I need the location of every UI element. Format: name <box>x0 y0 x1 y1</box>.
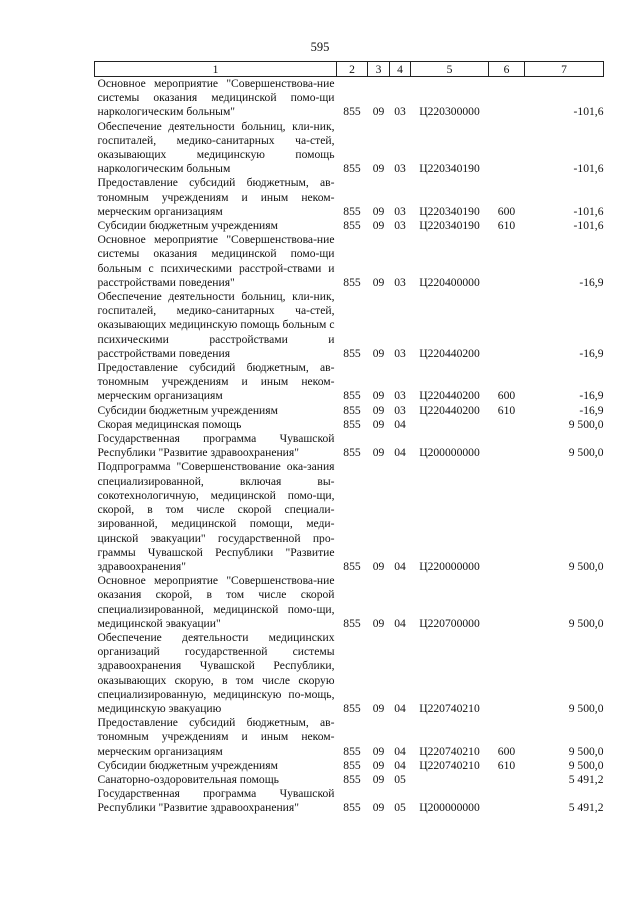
expense-type-code: 610 <box>497 758 516 772</box>
subsection-code: 03 <box>394 219 406 233</box>
header-col-3: 3 <box>368 62 390 77</box>
row-name: Подпрограмма "Совершенствование ока-зания специализированной, включая вы-сокотехнологичную, медицинской помо-щи, скорой, в том числе скорой специали-зированной, медицинской помощи, меди-цинской эвакуации" государственной про-граммы Чувашской Республики "Развитие здравоохранения" <box>97 460 335 573</box>
section-code: 09 <box>372 772 385 786</box>
table-row <box>95 759 604 773</box>
subsection-code: 03 <box>394 346 406 360</box>
row-name: Государственная программа Чувашской Республики "Развитие здравоохранения" <box>97 432 335 460</box>
ministry-code: 855 <box>343 219 361 233</box>
amount: 5 491,2 <box>568 801 604 815</box>
expense-type-code: 610 <box>497 219 516 233</box>
amount: 9 500,0 <box>568 417 604 431</box>
ministry-code: 855 <box>343 162 361 176</box>
ministry-code: 855 <box>343 701 361 715</box>
table-row <box>95 418 604 432</box>
section-code: 09 <box>372 801 385 815</box>
ministry-code: 855 <box>343 758 361 772</box>
section-code: 09 <box>372 559 385 573</box>
ministry-code: 855 <box>343 105 361 119</box>
row-name: Скорая медицинская помощь <box>97 417 242 431</box>
target-article-code: Ц220740210 <box>419 758 480 772</box>
section-code: 09 <box>372 204 385 218</box>
row-name: Основное мероприятие "Совершенствова-ние системы оказания медицинской помо-щи наркологическим больным" <box>97 77 335 119</box>
target-article-code: Ц220400000 <box>419 275 480 289</box>
subsection-code: 03 <box>394 389 406 403</box>
expense-type-code <box>489 77 525 120</box>
row-name: Обеспечение деятельности больниц, кли-ник, госпиталей, медико-санитарных ча-стей, оказывающих медицинскую помощь больным с психическими расстройствами и расстройствами поведения <box>97 290 335 360</box>
section-code: 09 <box>372 446 385 460</box>
row-name: Основное мероприятие "Совершенствова-ние оказания скорой, в том числе скорой специализированной, медицинской помо-щи, медицинской эвакуации" <box>97 574 335 630</box>
table-row <box>95 176 604 219</box>
table-row <box>95 787 604 815</box>
ministry-code: 855 <box>343 275 361 289</box>
table-row <box>95 120 604 177</box>
row-name: Обеспечение деятельности медицинских организаций государственной системы здравоохранения Чувашской Республики, оказывающих скорую, в том числе скорую специализированную, медицинскую по-мощь, медицинскую эвакуацию <box>97 630 335 715</box>
ministry-code: 855 <box>343 446 361 460</box>
amount: 9 500,0 <box>568 616 604 630</box>
subsection-code: 04 <box>394 701 406 715</box>
table-row <box>95 716 604 759</box>
target-article-code: Ц220000000 <box>419 559 480 573</box>
header-col-2: 2 <box>337 62 368 77</box>
table-row <box>95 631 604 716</box>
budget-table <box>94 61 604 816</box>
section-code: 09 <box>372 219 385 233</box>
amount: -16,9 <box>579 275 604 289</box>
target-article-code: Ц220340190 <box>419 219 480 233</box>
section-code: 09 <box>372 162 385 176</box>
expense-type-code <box>489 233 525 290</box>
ministry-code: 855 <box>343 417 361 431</box>
amount: -16,9 <box>579 403 604 417</box>
ministry-code: 855 <box>343 403 361 417</box>
section-code: 09 <box>372 616 385 630</box>
target-article-code: Ц220740210 <box>419 744 480 758</box>
subsection-code: 03 <box>394 275 406 289</box>
expense-type-code: 600 <box>497 744 516 758</box>
row-name: Предоставление субсидий бюджетным, ав-тономным учреждениям и иным неком-мерческим организациям <box>97 361 335 403</box>
target-article-code: Ц220440200 <box>419 403 480 417</box>
row-name: Государственная программа Чувашской Республики "Развитие здравоохранения" <box>97 787 335 815</box>
subsection-code: 04 <box>394 616 406 630</box>
ministry-code: 855 <box>343 204 361 218</box>
table-header <box>95 62 604 77</box>
section-code: 09 <box>372 389 385 403</box>
table-row <box>95 404 604 418</box>
target-article-code: Ц220700000 <box>419 616 480 630</box>
expense-type-code: 600 <box>497 389 516 403</box>
expense-type-code: 600 <box>497 204 516 218</box>
target-article-code: Ц220340190 <box>419 204 480 218</box>
target-article-code: Ц200000000 <box>419 801 480 815</box>
table-row <box>95 77 604 120</box>
ministry-code: 855 <box>343 744 361 758</box>
page-number: 595 <box>310 40 330 54</box>
table-row <box>95 574 604 631</box>
amount: 9 500,0 <box>568 559 604 573</box>
section-code: 09 <box>372 105 385 119</box>
amount: 9 500,0 <box>568 701 604 715</box>
row-name: Предоставление субсидий бюджетным, ав-тономным учреждениям и иным неком-мерческим организациям <box>97 176 335 218</box>
table-row <box>95 773 604 787</box>
row-name: Основное мероприятие "Совершенствова-ние системы оказания медицинской помо-щи больным с психическими расстрой-ствами и расстройствами поведения" <box>97 233 335 289</box>
subsection-code: 03 <box>394 403 406 417</box>
row-name: Санаторно-оздоровительная помощь <box>97 772 279 786</box>
subsection-code: 04 <box>394 758 406 772</box>
amount: 9 500,0 <box>568 758 604 772</box>
subsection-code: 04 <box>394 559 406 573</box>
header-col-7: 7 <box>525 62 604 77</box>
subsection-code: 04 <box>394 417 406 431</box>
expense-type-code: 610 <box>497 403 516 417</box>
header-col-1: 1 <box>95 62 337 77</box>
expense-type-code <box>489 574 525 631</box>
section-code: 09 <box>372 346 385 360</box>
row-name: Предоставление субсидий бюджетным, ав-тономным учреждениям и иным неком-мерческим организациям <box>97 716 335 758</box>
section-code: 09 <box>372 701 385 715</box>
target-article-code <box>411 418 489 432</box>
target-article-code <box>411 773 489 787</box>
expense-type-code <box>489 460 525 574</box>
expense-type-code <box>489 432 525 460</box>
table-body <box>95 77 604 816</box>
target-article-code: Ц200000000 <box>419 446 480 460</box>
row-name: Субсидии бюджетным учреждениям <box>97 403 278 417</box>
expense-type-code <box>489 418 525 432</box>
table-row <box>95 432 604 460</box>
ministry-code: 855 <box>343 389 361 403</box>
target-article-code: Ц220340190 <box>419 162 480 176</box>
amount: -101,6 <box>573 162 604 176</box>
section-code: 09 <box>372 758 385 772</box>
amount: -101,6 <box>573 204 604 218</box>
row-name: Субсидии бюджетным учреждениям <box>97 758 278 772</box>
header-col-5: 5 <box>411 62 489 77</box>
table-row <box>95 290 604 361</box>
ministry-code: 855 <box>343 559 361 573</box>
table-row <box>95 460 604 574</box>
target-article-code: Ц220440200 <box>419 346 480 360</box>
ministry-code: 855 <box>343 801 361 815</box>
amount: 9 500,0 <box>568 446 604 460</box>
section-code: 09 <box>372 417 385 431</box>
ministry-code: 855 <box>343 346 361 360</box>
row-name: Обеспечение деятельности больниц, кли-ник, госпиталей, медико-санитарных ча-стей, оказывающих медицинскую помощь наркологическим больным <box>97 119 335 176</box>
table-row <box>95 219 604 233</box>
amount: -101,6 <box>573 105 604 119</box>
header-col-4: 4 <box>390 62 411 77</box>
subsection-code: 03 <box>394 162 406 176</box>
amount: 9 500,0 <box>568 744 604 758</box>
subsection-code: 03 <box>394 204 406 218</box>
amount: -16,9 <box>579 346 604 360</box>
expense-type-code <box>489 773 525 787</box>
amount: 5 491,2 <box>568 772 604 786</box>
row-name: Субсидии бюджетным учреждениям <box>97 219 278 233</box>
target-article-code: Ц220740210 <box>419 701 480 715</box>
section-code: 09 <box>372 744 385 758</box>
expense-type-code <box>489 290 525 361</box>
header-row <box>95 62 604 77</box>
subsection-code: 03 <box>394 105 406 119</box>
expense-type-code <box>489 787 525 815</box>
amount: -101,6 <box>573 219 604 233</box>
ministry-code: 855 <box>343 616 361 630</box>
section-code: 09 <box>372 403 385 417</box>
subsection-code: 04 <box>394 446 406 460</box>
subsection-code: 05 <box>394 801 406 815</box>
header-col-6: 6 <box>489 62 525 77</box>
table-row <box>95 233 604 290</box>
ministry-code: 855 <box>343 772 361 786</box>
subsection-code: 05 <box>394 772 406 786</box>
target-article-code: Ц220300000 <box>419 105 480 119</box>
expense-type-code <box>489 120 525 177</box>
amount: -16,9 <box>579 389 604 403</box>
section-code: 09 <box>372 275 385 289</box>
target-article-code: Ц220440200 <box>419 389 480 403</box>
table-row <box>95 361 604 404</box>
subsection-code: 04 <box>394 744 406 758</box>
expense-type-code <box>489 631 525 716</box>
